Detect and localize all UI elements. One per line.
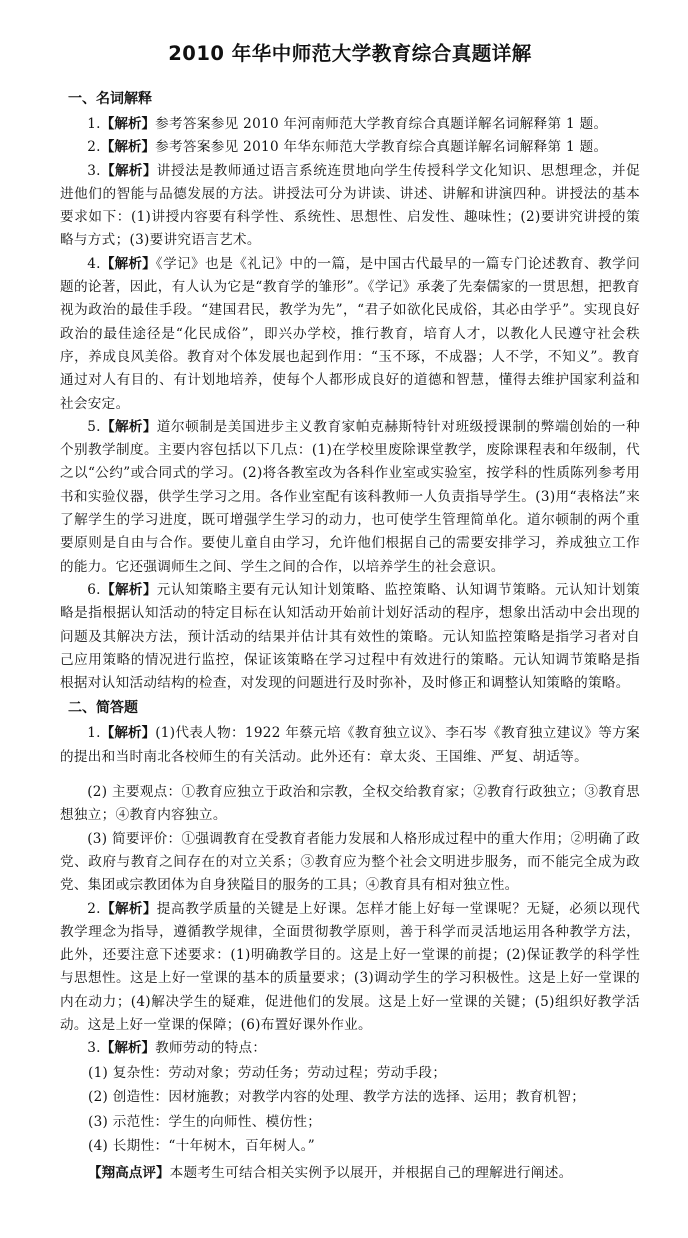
- short-answer-1: 1.【解析】(1)代表人物：1922 年蔡元培《教育独立议》、李石岑《教育独立建议》等方案的提出和当时南北各校师生的有关活动。此外还有：章太炎、王国维、严复、胡适等。: [60, 725, 641, 765]
- review-note-text: 本题考生可结合相关实例予以展开，并根据自己的理解进行阐述。: [169, 1164, 573, 1181]
- review-note: [88, 1161, 640, 1185]
- spacer: [60, 769, 640, 781]
- short-answer-1-evaluation: (3) 简要评价：①强调教育在受教育者能力发展和人格形成过程中的重大作用；②明确了政党、政府与教育之间存在的对立关系；③教育应为整个社会文明进步服务，而不能完全成为政党、集团或宗教团体为自身狭隘目的服务的工具；④教育具有相对独立性。: [60, 830, 640, 894]
- list-item: (2) 创造性：因材施教；对教学内容的处理、教学方法的选择、运用；教育机智；: [88, 1089, 586, 1106]
- list-item: (3) 示范性：学生的向师性、模仿性；: [88, 1113, 322, 1130]
- term-answer-2: 2.【解析】参考答案参见 2010 年华东师范大学教育综合真题详解名词解释第 1 题。: [87, 139, 608, 156]
- review-note-tag: 【翔高点评】: [88, 1164, 170, 1181]
- teacher-labor-list: [60, 1061, 640, 1159]
- section-heading-short-answer: 二、简答题: [68, 700, 138, 717]
- document-title: 2010 年华中师范大学教育综合真题详解: [168, 42, 532, 65]
- section-heading-terms: 一、名词解释: [68, 91, 152, 107]
- short-answer-3: 3.【解析】教师劳动的特点：: [87, 1040, 267, 1057]
- short-answer-2: 2.【解析】提高教学质量的关键是上好课。怎样才能上好每一堂课呢？无疑，必须以现代教学理念为指导，遵循教学规律，全面贯彻教学原则，善于科学而灵活地运用各种教学方法，此外，还要注意下述要求：(1)明确教学目的。这是上好一堂课的前提；(2)保证教学的科学性与思想性。这是上好一堂课的基本的质量要求；(3)调动学生的学习积极性。这是上好一堂课的内在动力；(4)解决学生的疑难，促进他们的发展。这是上好一堂课的关键；(5)组织好教学活动。这是上好一堂课的保障；(6)布置好课外作业。: [60, 900, 640, 1033]
- short-answer-1-views: (2) 主要观点：①教育应独立于政治和宗教，全权交给教育家；②教育行政独立；③教育思想独立；④教育内容独立。: [60, 784, 640, 824]
- term-answer-6: 6.【解析】元认知策略主要有元认知计划策略、监控策略、认知调节策略。元认知计划策略是指根据认知活动的特定目标在认知活动开始前计划好活动的程序，想象出活动中会出现的问题及其解决方法，预计活动的结果并估计其有效性的策略。元认知监控策略是指学习者对自己应用策略的情况进行监控，保证该策略在学习过程中有效进行的策略。元认知调节策略是指根据对认知活动结构的检查，对发现的问题进行及时弥补，及时修正和调整认知策略的策略。: [60, 581, 640, 692]
- term-answer-3: 3.【解析】讲授法是教师通过语言系统连贯地向学生传授科学文化知识、思想理念，并促进他们的智能与品德发展的方法。讲授法可分为讲读、讲述、讲解和讲演四种。讲授法的基本要求如下：(1)讲授内容要有科学性、系统性、思想性、启发性、趣味性；(2)要讲究讲授的策略与方式；(3)要讲究语言艺术。: [60, 162, 640, 249]
- list-item: (1) 复杂性：劳动对象；劳动任务；劳动过程；劳动手段；: [88, 1064, 447, 1081]
- term-answer-4: 4.【解析】《学记》也是《礼记》中的一篇，是中国古代最早的一篇专门论述教育、教学问题的论著，因此，有人认为它是“教育学的雏形”。《学记》承袭了先秦儒家的一贯思想，把教育视为政治的最佳手段。“建国君民，教学为先”，“君子如欲化民成俗，其必由学乎”。实现良好政治的最佳途径是“化民成俗”，即兴办学校，推行教育，培育人才，以教化人民遵守社会秩序，养成良风美俗。教育对个体发展也起到作用：“玉不琢，不成器；人不学，不知义”。教育通过对人有目的、有计划地培养，使每个人都形成良好的道德和智慧，懂得去维护国家利益和社会安定。: [60, 255, 641, 412]
- term-answer-1: 1.【解析】参考答案参见 2010 年河南师范大学教育综合真题详解名词解释第 1 题。: [87, 116, 608, 132]
- list-item: (4) 长期性：“十年树木，百年树人。”: [88, 1138, 315, 1155]
- term-answer-5: 5.【解析】道尔顿制是美国进步主义教育家帕克赫斯特针对班级授课制的弊端创始的一种个别教学制度。主要内容包括以下几点：(1)在学校里废除课堂教学，废除课程表和年级制，代之以“公约”或合同式的学习。(2)将各教室改为各科作业室或实验室，按学科的性质陈列参考用书和实验仪器，供学生学习之用。各作业室配有该科教师一人负责指导学生。(3)用“表格法”来了解学生的学习进度，既可增强学生学习的动力，也可使学生管理简单化。道尔顿制的两个重要原则是自由与合作。要使儿童自由学习，允许他们根据自己的需要安排学习，养成独立工作的能力。它还强调师生之间、学生之间的合作，以培养学生的社会意识。: [60, 418, 640, 575]
